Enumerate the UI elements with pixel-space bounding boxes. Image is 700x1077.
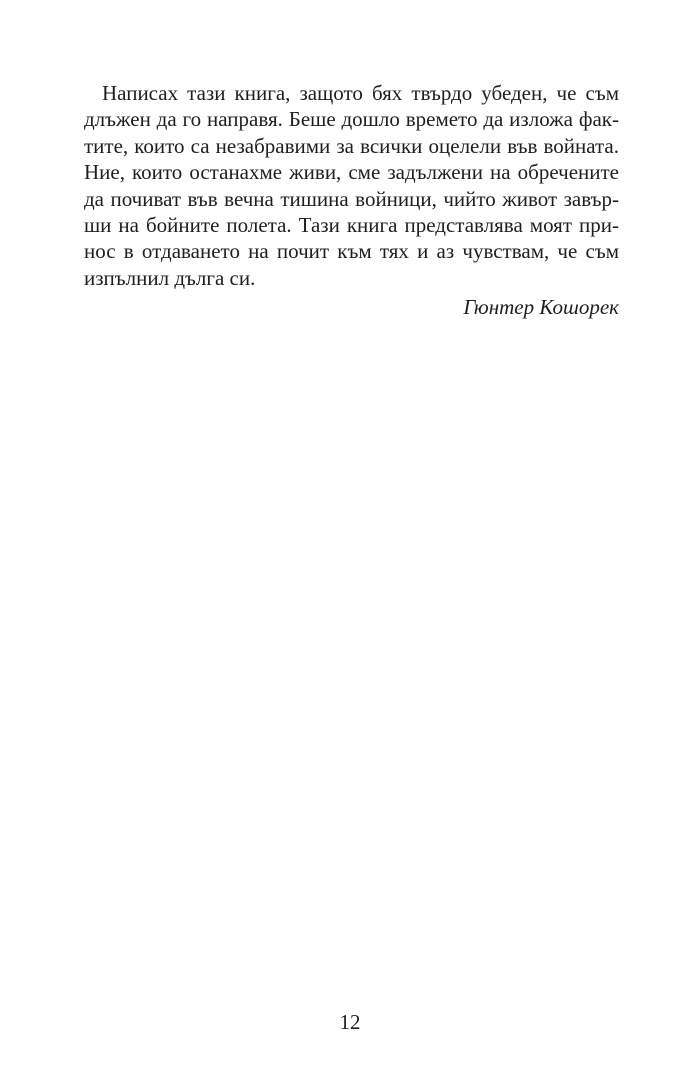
text-line: да почиват във вечна тишина войници, чийто живот завър- bbox=[84, 186, 619, 211]
text-line: ши на бойните полета. Тази книга представлява моят при- bbox=[84, 212, 619, 237]
author-signature: Гюнтер Кошорек bbox=[463, 295, 619, 320]
text-line: Ние, които останахме живи, сме задължени на обречените bbox=[84, 160, 619, 185]
paragraph bbox=[84, 80, 619, 321]
text-line: изпълнил дълга си. bbox=[84, 265, 256, 290]
page-number: 12 bbox=[339, 1010, 361, 1034]
text-line: длъжен да го направя. Беше дошло времето да изложа фак- bbox=[84, 107, 619, 132]
text-line: тите, които са незабравими за всички оцелели във войната. bbox=[84, 133, 619, 158]
text-line: Написах тази книга, защото бях твърдо убеден, че съм bbox=[102, 81, 619, 105]
text-line: нос в отдаването на почит към тях и аз чувствам, че съм bbox=[84, 239, 619, 264]
